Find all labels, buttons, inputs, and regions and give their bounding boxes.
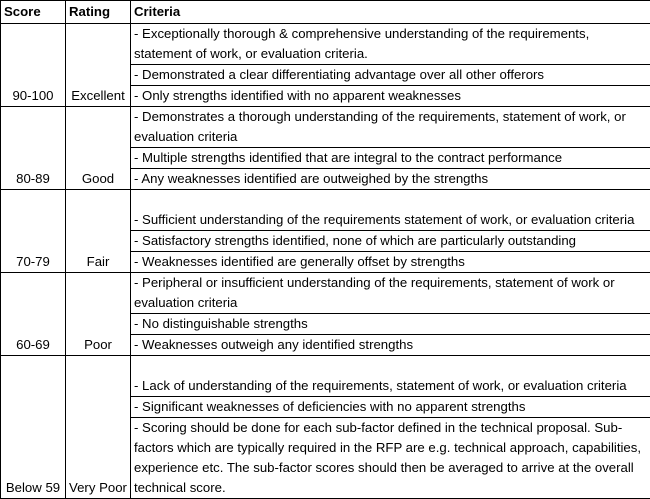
- header-criteria: Criteria: [131, 1, 650, 24]
- criteria-cell: - Weaknesses identified are generally offset by strengths: [131, 252, 650, 273]
- rating-cell: Very Poor: [66, 356, 131, 499]
- score-cell: 90-100: [1, 24, 66, 107]
- criteria-cell: - Demonstrated a clear differentiating advantage over all other offerors: [131, 65, 650, 86]
- score-cell: Below 59: [1, 356, 66, 499]
- criteria-cell: - Scoring should be done for each sub-factor defined in the technical proposal. Sub-factors which are typically required in the RFP are e.g. technical approach, capabilities, experience etc. The sub-factor scores should then be averaged to arrive at the overall technical score.: [131, 418, 650, 499]
- score-cell: 70-79: [1, 190, 66, 273]
- table-row: [1, 190, 650, 231]
- header-row: [1, 1, 650, 24]
- criteria-cell: - Multiple strengths identified that are integral to the contract performance: [131, 148, 650, 169]
- rating-cell: Excellent: [66, 24, 131, 107]
- criteria-cell: - Exceptionally thorough & comprehensive understanding of the requirements, statement of work, or evaluation criteria.: [131, 24, 650, 65]
- criteria-cell: - Significant weaknesses of deficiencies with no apparent strengths: [131, 397, 650, 418]
- header-rating: Rating: [66, 1, 131, 24]
- criteria-cell: - Demonstrates a thorough understanding of the requirements, statement of work, or evaluation criteria: [131, 107, 650, 148]
- criteria-cell: - No distinguishable strengths: [131, 314, 650, 335]
- rating-cell: Poor: [66, 273, 131, 356]
- criteria-cell: - Sufficient understanding of the requirements statement of work, or evaluation criteria: [131, 190, 650, 231]
- score-cell: 60-69: [1, 273, 66, 356]
- rating-cell: Fair: [66, 190, 131, 273]
- table-row: [1, 356, 650, 397]
- score-cell: 80-89: [1, 107, 66, 190]
- criteria-cell: - Lack of understanding of the requirements, statement of work, or evaluation criteria: [131, 356, 650, 397]
- table-row: [1, 107, 650, 148]
- criteria-cell: - Satisfactory strengths identified, none of which are particularly outstanding: [131, 231, 650, 252]
- header-score: Score: [1, 1, 66, 24]
- rating-cell: Good: [66, 107, 131, 190]
- criteria-cell: - Weaknesses outweigh any identified strengths: [131, 335, 650, 356]
- criteria-cell: - Peripheral or insufficient understanding of the requirements, statement of work or evaluation criteria: [131, 273, 650, 314]
- table-row: [1, 273, 650, 314]
- criteria-cell: - Any weaknesses identified are outweighed by the strengths: [131, 169, 650, 190]
- criteria-cell: - Only strengths identified with no apparent weaknesses: [131, 86, 650, 107]
- table-row: [1, 24, 650, 65]
